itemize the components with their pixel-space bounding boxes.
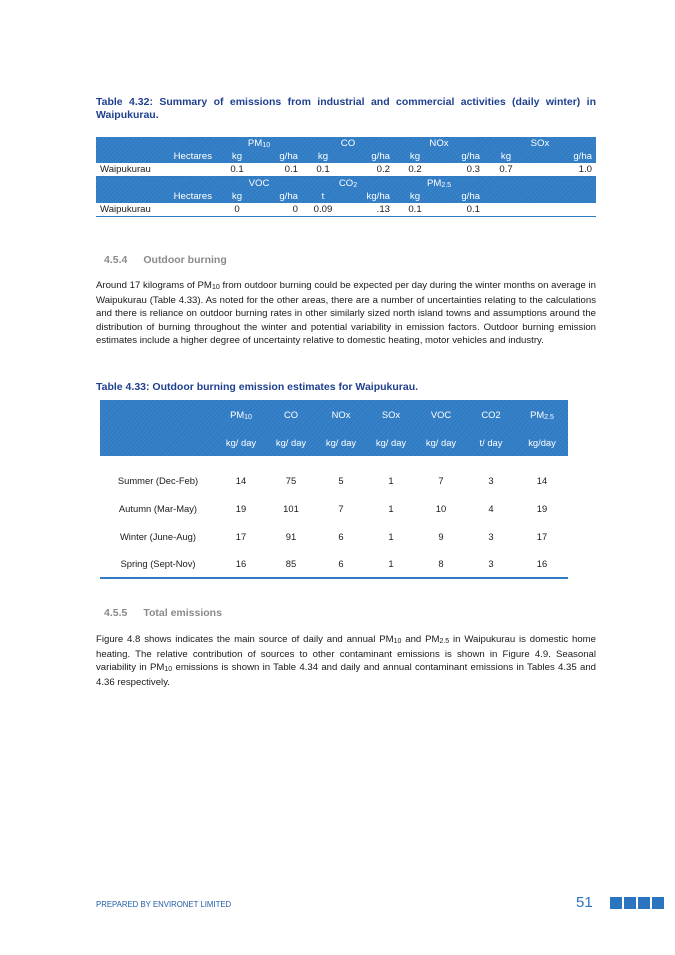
table-cell: 1.0 [578, 164, 592, 175]
table-cell: g/ha [279, 151, 298, 162]
table-cell: kg [231, 191, 243, 202]
table-cell: g/ha [279, 191, 298, 202]
table-cell: 0.2 [376, 164, 390, 175]
table-cell: 0.1 [408, 204, 422, 215]
table-432-unit-row-1 [96, 150, 596, 163]
season-label: Summer (Dec-Feb) [117, 474, 199, 486]
table-cell: kg [500, 151, 512, 162]
table-432-caption: Table 4.32: Summary of emissions from industrial and commercial activities (daily winter) in Waipukurau. [96, 96, 596, 121]
table-cell: 14 [536, 474, 548, 486]
table-cell: 10 [435, 502, 447, 514]
table-cell: 16 [536, 558, 548, 569]
table-row [100, 550, 568, 578]
section-454-heading: 4.5.4 Outdoor burning [104, 254, 227, 266]
page-number: 51 [576, 894, 593, 911]
table-433 [100, 400, 568, 579]
table-432-group-row-1 [96, 137, 596, 150]
pollutant-header: VOC [430, 408, 452, 420]
table-cell: 0.2 [408, 164, 422, 175]
table-cell: 0.1 [230, 164, 244, 175]
table-cell: 17 [536, 530, 548, 542]
section-455-heading: 4.5.5 Total emissions [104, 607, 222, 619]
table-432-data-row-2 [96, 203, 596, 217]
table-cell: 0.1 [284, 164, 298, 175]
table-cell: 7 [338, 502, 344, 514]
table-row [100, 522, 568, 550]
table-cell: 6 [338, 558, 344, 569]
footer-square-decoration [638, 897, 650, 909]
unit-header: kg/ day [225, 436, 257, 448]
table-432-group-co: CO [340, 138, 356, 149]
table-cell: g/ha [461, 191, 480, 202]
table-cell: 3 [488, 558, 494, 569]
table-row [100, 494, 568, 522]
pollutant-header: CO2 [481, 408, 501, 420]
table-432-group-pm10: $PM_{10}$ [247, 138, 271, 149]
table-433-unit-row [100, 428, 568, 456]
table-cell: 0.1 [316, 164, 330, 175]
table-cell: 19 [235, 502, 247, 514]
table-cell: 16 [235, 558, 247, 569]
table-cell: 0 [234, 204, 240, 215]
season-label: Spring (Sept-Nov) [120, 558, 196, 569]
table-cell: kg [317, 151, 329, 162]
footer-square-decoration [610, 897, 622, 909]
table-cell: Waipukurau [100, 164, 151, 175]
table-cell: 9 [438, 530, 444, 542]
table-cell: kg/ha [366, 191, 390, 202]
table-cell: 3 [488, 530, 494, 542]
table-cell: kg [409, 191, 421, 202]
pollutant-header: CO [283, 408, 299, 420]
table-cell: g/ha [371, 151, 390, 162]
table-cell: 3 [488, 474, 494, 486]
pollutant-header: $PM_{10}$ [230, 408, 252, 421]
table-cell: 0 [292, 204, 298, 215]
table-432-group-pm25: $PM_{2.5}$ [426, 178, 452, 189]
table-cell: 17 [235, 530, 247, 542]
table-cell: 1 [388, 474, 394, 486]
table-cell: 8 [438, 558, 444, 569]
table-cell: 85 [285, 558, 297, 569]
table-cell: 14 [235, 474, 247, 486]
season-label: Autumn (Mar-May) [118, 502, 198, 514]
unit-header: kg/ day [325, 436, 357, 448]
season-label: Winter (June-Aug) [119, 530, 197, 542]
table-cell: 6 [338, 530, 344, 542]
table-433-caption: Table 4.33: Outdoor burning emission estimates for Waipukurau. [96, 381, 419, 393]
table-cell: 1 [388, 558, 394, 569]
pollutant-header: NOx [331, 408, 351, 420]
table-cell: 0.3 [466, 164, 480, 175]
table-cell: Hectares [173, 151, 212, 162]
pollutant-header: SOx [381, 408, 401, 420]
table-cell: 75 [285, 474, 297, 486]
section-454-paragraph: Around 17 kilograms of $PM_{10}$ from outdoor burning could be expected per day during the winter months on average in Waipukurau (Table 4.33). As noted for the other areas, there are a number of uncertainties relating to the calculations and there is reliance on outdoor burning rates in other similarly sized north island towns and assumptions around the distribution of burning throughout the winter and potential variability in emission factors. Outdoor burning emission estimates include a higher degree of uncertainty relative to domestic heating, motor vehicles and industry. [96, 280, 596, 347]
table-cell: 0.7 [499, 164, 513, 175]
section-455-paragraph: Figure 4.8 shows indicates the main source of daily and annual $PM_{10}$ and $PM_{2.5}$ in Waipukurau is domestic home heating. The relative contribution of sources to other contaminant emissions is shown in Figure 4.9. Seasonal variability in $PM_{10}$ emissions is shown in Table 4.34 and daily and annual contaminant emissions in Tables 4.35 and 4.36 respectively. [96, 634, 596, 688]
pollutant-header: $PM_{2.5}$ [530, 408, 554, 421]
table-cell: 91 [285, 530, 297, 542]
table-432-group-sox: SOx [530, 138, 550, 149]
table-cell: 5 [338, 474, 344, 486]
table-cell: Hectares [173, 191, 212, 202]
table-cell: 101 [283, 502, 299, 514]
table-432-unit-row-2 [96, 190, 596, 203]
table-cell: 0.09 [313, 204, 333, 215]
table-cell: 1 [388, 530, 394, 542]
table-cell: 19 [536, 502, 548, 514]
table-cell: .13 [376, 204, 390, 215]
table-432-data-row-1 [96, 163, 596, 177]
table-cell: 7 [438, 474, 444, 486]
table-cell: g/ha [461, 151, 480, 162]
table-432-group-nox: NOx [429, 138, 449, 149]
unit-header: t/ day [479, 436, 503, 448]
table-cell: t [321, 191, 325, 202]
unit-header: kg/ day [425, 436, 457, 448]
table-432-group-co2: $CO_2$ [338, 178, 358, 189]
footer-square-decoration [624, 897, 636, 909]
table-cell: Waipukurau [100, 204, 151, 215]
unit-header: kg/ day [275, 436, 307, 448]
table-cell: kg [409, 151, 421, 162]
table-432 [96, 137, 596, 217]
table-cell: kg [231, 151, 243, 162]
unit-header: kg/ day [375, 436, 407, 448]
footer-prepared-by: PREPARED BY ENVIRONET LIMITED [96, 900, 232, 909]
footer-square-decoration [652, 897, 664, 909]
table-row [100, 466, 568, 494]
table-433-pollutant-row [100, 400, 568, 428]
table-cell: g/ha [573, 151, 592, 162]
table-432-group-row-2 [96, 177, 596, 191]
table-cell: 1 [388, 502, 394, 514]
table-cell: 0.1 [466, 204, 480, 215]
table-cell: 4 [488, 502, 494, 514]
unit-header: kg/day [528, 436, 556, 448]
table-432-group-voc: VOC [248, 178, 270, 189]
